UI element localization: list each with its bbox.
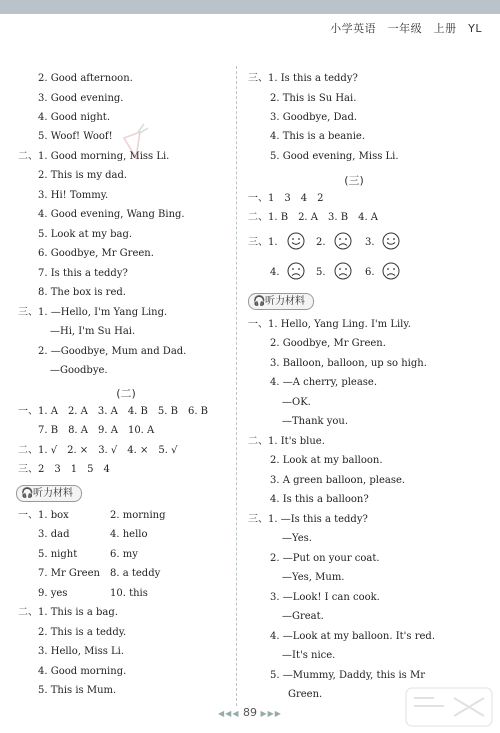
answer-line: 一、1. Hello, Yang Ling. I'm Lily. [248, 319, 411, 330]
answer-line: 7. B 8. A 9. A 10. A [38, 425, 155, 436]
answer-line: 5. Woof! Woof! [38, 131, 113, 142]
answer-line: —OK. [282, 397, 311, 408]
answer-line: 一、1. box [18, 510, 69, 521]
answer-line: 3. Hi! Tommy. [38, 190, 109, 201]
corner-watermark-icon [404, 686, 494, 728]
answer-line: 5. This is Mum. [38, 685, 117, 696]
answer-line: 3. Goodbye, Dad. [270, 112, 358, 123]
answer-line: 4. Good morning. [38, 666, 127, 677]
answer-line: 2. This is a teddy. [38, 627, 127, 638]
face-label: 2. [316, 237, 326, 248]
answer-line: —Goodbye. [50, 365, 108, 376]
answer-line: 7. Mr Green [38, 568, 100, 579]
answer-line: 二、1. This is a bag. [18, 607, 118, 618]
answer-line: 3. A green balloon, please. [270, 475, 406, 486]
answer-line: 4. Is this a balloon? [270, 494, 369, 505]
answer-line: 5. —Mummy, Daddy, this is Mr [270, 670, 425, 681]
headphones-icon: 🎧 [21, 488, 34, 499]
sad-face-icon [287, 262, 305, 280]
answer-line: —It's nice. [282, 650, 336, 661]
answer-line: 8. The box is red. [38, 287, 126, 298]
top-bar [0, 0, 500, 14]
answer-line: 二、1. B 2. A 3. B 4. A [248, 212, 379, 223]
page-header: 小学英语 一年级 上册 YL [330, 22, 482, 35]
answer-line: 5. Look at my bag. [38, 229, 133, 240]
answer-line: 4. hello [110, 529, 148, 540]
answer-line: 4. Good night. [38, 112, 111, 123]
answer-line: —Great. [282, 611, 324, 622]
answer-line: 4. This is a beanie. [270, 131, 366, 142]
face-label: 3. [365, 237, 375, 248]
answer-line: 三、1. Is this a teddy? [248, 73, 358, 84]
answer-line: —Yes. [282, 533, 312, 544]
page-number-text: 89 [243, 706, 257, 719]
headphones-icon: 🎧 [253, 296, 266, 307]
answer-line: 3. —Look! I can cook. [270, 592, 380, 603]
listening-tag [16, 485, 82, 502]
section-title: (二) [116, 387, 136, 400]
answer-line: 6. my [110, 549, 138, 560]
answer-line: 7. Is this a teddy? [38, 268, 128, 279]
answer-line: 三、2 3 1 5 4 [18, 464, 110, 475]
answer-line: 2. morning [110, 510, 166, 521]
back-arrows-icon: ◀◀◀ [218, 709, 240, 718]
answer-line: 4. —Look at my balloon. It's red. [270, 631, 436, 642]
forward-arrows-icon: ▶▶▶ [260, 709, 282, 718]
listening-tag-label: 听力材料 [33, 488, 73, 499]
answer-line: 2. This is Su Hai. [270, 93, 357, 104]
watermark-carrot-icon [106, 118, 156, 178]
face-label: 6. [365, 267, 375, 278]
face-label: 5. [316, 267, 326, 278]
answer-line: 8. a teddy [110, 568, 161, 579]
answer-line: 三、1. —Is this a teddy? [248, 514, 368, 525]
face-label: 4. [270, 267, 280, 278]
smiley-face-icon [287, 232, 305, 250]
face-label: 三、1. [248, 237, 278, 248]
sad-face-icon [382, 262, 400, 280]
listening-tag [248, 293, 314, 310]
answer-line: 5. night [38, 549, 78, 560]
answer-line: 3. dad [38, 529, 70, 540]
answer-line: Green. [288, 689, 323, 700]
smiley-face-icon [382, 232, 400, 250]
answer-line: 二、1. √ 2. × 3. √ 4. × 5. √ [18, 445, 178, 456]
answer-line: —Hi, I'm Su Hai. [50, 326, 136, 337]
answer-line: 2. Look at my balloon. [270, 455, 383, 466]
answer-line: 2. —Goodbye, Mum and Dad. [38, 346, 187, 357]
sad-face-icon [334, 232, 352, 250]
answer-line: 一、1. A 2. A 3. A 4. B 5. B 6. B [18, 406, 209, 417]
sad-face-icon [334, 262, 352, 280]
section-title: (三) [344, 174, 364, 187]
answer-line: 4. Good evening, Wang Bing. [38, 209, 185, 220]
answer-line: 3. Good evening. [38, 93, 124, 104]
answer-line: 2. —Put on your coat. [270, 553, 380, 564]
listening-tag-label: 听力材料 [265, 296, 305, 307]
answer-line: 10. this [110, 588, 148, 599]
answer-line: 9. yes [38, 588, 68, 599]
answer-line: 三、1. —Hello, I'm Yang Ling. [18, 307, 168, 318]
answer-line: —Thank you. [282, 416, 349, 427]
answer-line: 6. Goodbye, Mr Green. [38, 248, 154, 259]
answer-line: 2. Good afternoon. [38, 73, 133, 84]
answer-line: —Yes, Mum. [282, 572, 345, 583]
answer-line: 3. Balloon, balloon, up so high. [270, 358, 427, 369]
answer-line: 5. Good evening, Miss Li. [270, 151, 399, 162]
answer-line: 4. —A cherry, please. [270, 377, 378, 388]
answer-line: 3. Hello, Miss Li. [38, 646, 125, 657]
answer-line: 2. Goodbye, Mr Green. [270, 338, 386, 349]
answer-line: 二、1. It's blue. [248, 436, 325, 447]
column-divider [236, 66, 237, 706]
answer-line: 2. This is my dad. [38, 170, 128, 181]
answer-line: 二、1. Good morning, Miss Li. [18, 151, 170, 162]
answer-line: 一、1 3 4 2 [248, 193, 324, 204]
